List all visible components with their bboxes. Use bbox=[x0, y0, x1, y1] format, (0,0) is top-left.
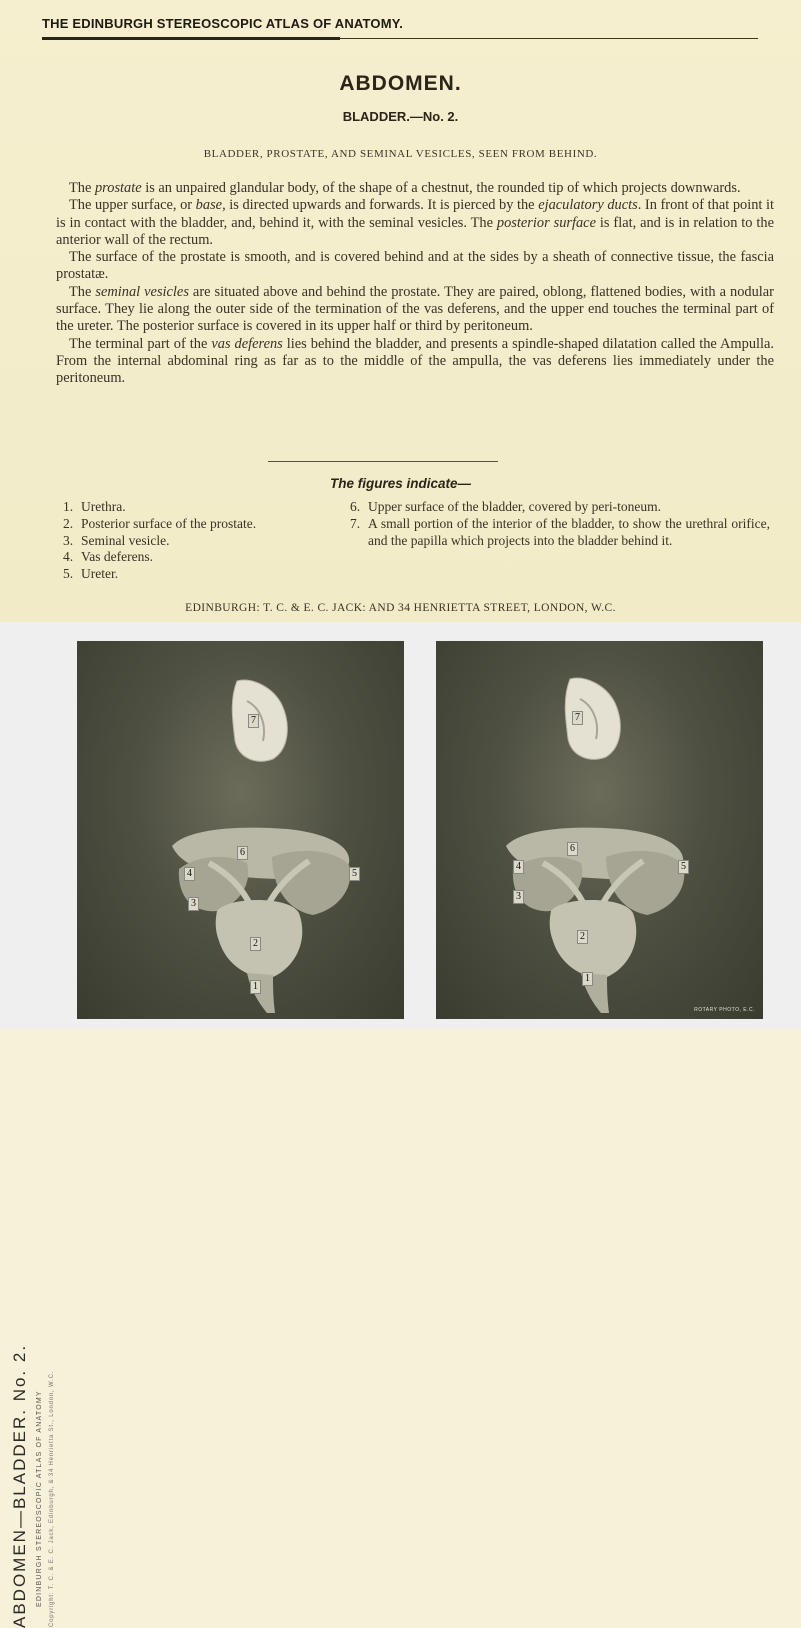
legend-item: 2. Posterior surface of the prostate. bbox=[63, 515, 257, 531]
divider bbox=[268, 461, 498, 462]
title-rule bbox=[42, 37, 340, 40]
legend-item: 6. Upper surface of the bladder, covered by peri-toneum. bbox=[350, 499, 661, 514]
specimen-illustration bbox=[77, 641, 404, 1019]
label-tag: 1 bbox=[250, 980, 261, 994]
paragraph: The upper surface, or base, is directed upwards and forwards. It is pierced by the ejaculatory ducts. In front of that point it is in contact with the bladder, and, behind it, with the seminal vesicles. The posterior surface is flat, and is in relation to the anterior wall of the rectum. bbox=[56, 197, 775, 248]
label-tag: 4 bbox=[513, 860, 524, 874]
atlas-title: THE EDINBURGH STEREOSCOPIC ATLAS OF ANATOMY. bbox=[42, 16, 404, 31]
label-tag: 6 bbox=[567, 842, 578, 856]
label-tag: 3 bbox=[513, 890, 524, 904]
figure-legend-left bbox=[63, 499, 353, 583]
photographer-stamp: ROTARY PHOTO, E.C. bbox=[694, 1007, 755, 1013]
spine-title: ABDOMEN—BLADDER. No. 2. bbox=[10, 1343, 29, 1628]
label-tag: 5 bbox=[349, 867, 360, 881]
legend-item: 5. Ureter. bbox=[63, 566, 119, 582]
paragraph: The prostate is an unpaired glandular body, of the shape of a chestnut, the rounded tip of which projects downwards. bbox=[69, 180, 741, 196]
paragraph: The surface of the prostate is smooth, and is covered behind and at the sides by a sheath of connective tissue, the fascia prostatæ. bbox=[56, 249, 774, 283]
title-rule-thin bbox=[340, 38, 758, 39]
stereo-photo-left bbox=[77, 641, 404, 1019]
plate-text-page bbox=[0, 0, 801, 622]
legend-item: 1. Urethra. bbox=[63, 499, 126, 514]
label-tag: 6 bbox=[237, 846, 248, 860]
label-tag: 7 bbox=[572, 711, 583, 725]
label-tag: 1 bbox=[582, 972, 593, 986]
paragraph: The terminal part of the vas deferens lies behind the bladder, and presents a spindle-shaped dilatation called the Ampulla. From the internal abdominal ring as far as to the middle of the ampulla, the vas deferens lies immediately under the peritoneum. bbox=[56, 335, 774, 387]
label-tag: 2 bbox=[250, 937, 261, 951]
figures-heading: The figures indicate— bbox=[329, 476, 472, 491]
label-tag: 5 bbox=[678, 860, 689, 874]
label-tag: 7 bbox=[248, 714, 259, 728]
label-tag: 2 bbox=[577, 930, 588, 944]
plate-title: BLADDER.—No. 2. bbox=[342, 109, 459, 124]
legend-item: 7. A small portion of the interior of the bladder, to show the urethral orifice, and the papilla which projects into the bladder behind it. bbox=[350, 515, 770, 548]
description-text bbox=[56, 180, 774, 388]
specimen-illustration bbox=[436, 641, 763, 1019]
spine-series: EDINBURGH STEREOSCOPIC ATLAS OF ANATOMY bbox=[36, 1390, 43, 1607]
spine-copyright: Copyright: T. C. & E. C. Jack, Edinburgh, & 34 Henrietta St., London, W.C. bbox=[49, 1370, 55, 1627]
legend-item: 4. Vas deferens. bbox=[63, 549, 153, 565]
label-tag: 4 bbox=[184, 867, 195, 881]
section-title: ABDOMEN. bbox=[339, 72, 462, 95]
legend-item: 3. Seminal vesicle. bbox=[63, 532, 170, 548]
stereo-photo-right bbox=[436, 641, 763, 1019]
card-spine bbox=[0, 622, 70, 1628]
label-tag: 3 bbox=[188, 897, 199, 911]
plate-subtitle: BLADDER, PROSTATE, AND SEMINAL VESICLES, SEEN FROM BEHIND. bbox=[203, 148, 598, 160]
publisher-line: EDINBURGH: T. C. & E. C. JACK: AND 34 HENRIETTA STREET, LONDON, W.C. bbox=[185, 602, 616, 614]
figure-legend-right bbox=[350, 499, 770, 549]
paragraph: The seminal vesicles are situated above and behind the prostate. They are paired, oblong, flattened bodies, with a nodular surface. They lie along the outer side of the termination of the vas deferens, and the upper end touches the terminal part of the ureter. The posterior surface is covered in its upper half or third by peritoneum. bbox=[56, 283, 774, 335]
